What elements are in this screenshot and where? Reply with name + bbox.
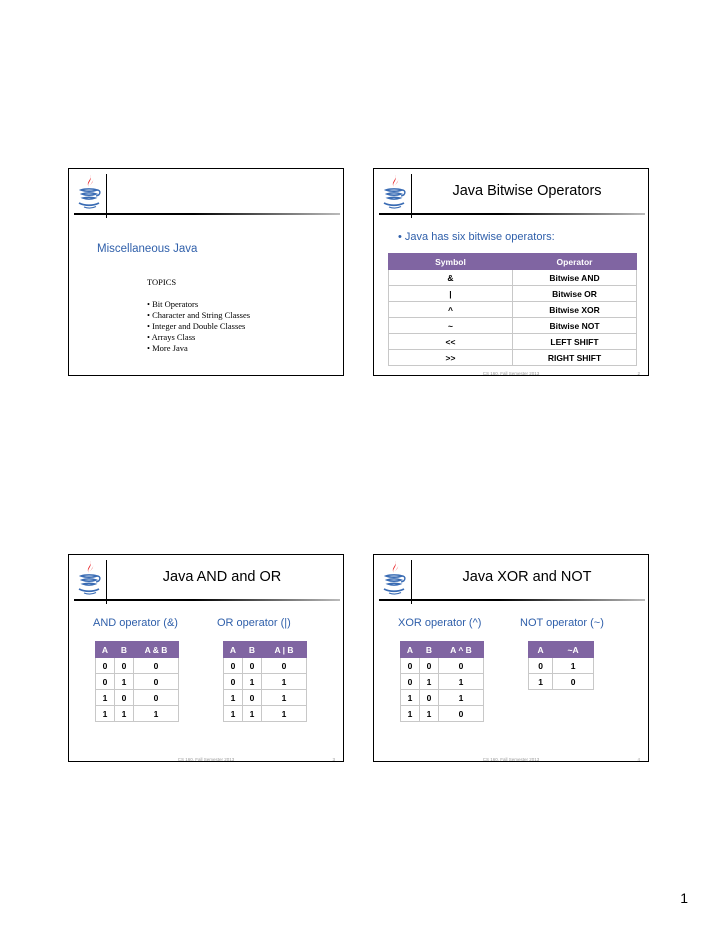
- cell: |: [389, 286, 513, 302]
- cell: 0: [420, 690, 439, 706]
- cell: 0: [262, 658, 307, 674]
- cell: 0: [115, 690, 134, 706]
- topic-item: • Character and String Classes: [147, 310, 251, 320]
- topic-item: • Bit Operators: [147, 299, 199, 309]
- table-row: [401, 706, 484, 722]
- xor-truth-table: [400, 641, 484, 722]
- table-row: [224, 674, 307, 690]
- or-truth-table: [223, 641, 307, 722]
- table-row: [389, 318, 637, 334]
- cell: 0: [134, 690, 179, 706]
- table-row: [224, 658, 307, 674]
- footer-text: CS 160, Fall Semester 2013: [177, 757, 235, 762]
- cell: Bitwise NOT: [513, 318, 637, 334]
- cell: 1: [262, 690, 307, 706]
- cell: 1: [115, 674, 134, 690]
- table-row: [529, 658, 594, 674]
- cell: 0: [96, 674, 115, 690]
- table-row: [96, 690, 179, 706]
- cell: 1: [243, 706, 262, 722]
- cell: Bitwise AND: [513, 270, 637, 286]
- cell: 0: [401, 658, 420, 674]
- cell: 1: [224, 690, 243, 706]
- cell: 0: [243, 658, 262, 674]
- cell: 1: [439, 690, 484, 706]
- cell: &: [389, 270, 513, 286]
- slide-title: Java Bitwise Operators: [452, 183, 602, 199]
- cell: 0: [439, 706, 484, 722]
- cell: 0: [243, 690, 262, 706]
- cell: 1: [553, 658, 594, 674]
- cell: 1: [134, 706, 179, 722]
- slide-1: [68, 168, 344, 376]
- divider-horizontal: [379, 599, 645, 601]
- table-row: [96, 706, 179, 722]
- or-label: OR operator (|): [217, 617, 291, 629]
- cell: 0: [401, 674, 420, 690]
- cell: LEFT SHIFT: [513, 334, 637, 350]
- slide-number: 4: [637, 757, 640, 762]
- slide-number: 3: [332, 757, 335, 762]
- cell: 0: [134, 674, 179, 690]
- operators-table: [388, 253, 637, 366]
- header-cell: A: [529, 642, 553, 658]
- java-logo-icon: [77, 559, 101, 597]
- divider-vertical: [106, 560, 107, 604]
- table-row: [389, 350, 637, 366]
- slide-number: 2: [637, 371, 640, 376]
- cell: 1: [439, 674, 484, 690]
- footer-text: CS 160, Fall Semester 2013: [482, 371, 540, 376]
- table-row: [389, 302, 637, 318]
- header-cell: Operator: [513, 254, 637, 270]
- and-label: AND operator (&): [93, 617, 178, 629]
- cell: 1: [262, 706, 307, 722]
- cell: 0: [553, 674, 594, 690]
- divider-horizontal: [74, 213, 340, 215]
- cell: 0: [96, 658, 115, 674]
- cell: <<: [389, 334, 513, 350]
- cell: ~: [389, 318, 513, 334]
- java-logo-icon: [382, 173, 406, 211]
- cell: 0: [115, 658, 134, 674]
- header-cell: B: [115, 642, 134, 658]
- java-logo-icon: [382, 559, 406, 597]
- cell: 1: [420, 674, 439, 690]
- table-row: [96, 658, 179, 674]
- header-cell: B: [420, 642, 439, 658]
- divider-vertical: [411, 174, 412, 218]
- java-logo-icon: [77, 173, 101, 211]
- header-cell: A & B: [134, 642, 179, 658]
- table-row: [529, 674, 594, 690]
- header-cell: A: [224, 642, 243, 658]
- cell: 1: [115, 706, 134, 722]
- footer-text: CS 160, Fall Semester 2013: [482, 757, 540, 762]
- cell: 1: [224, 706, 243, 722]
- table-row: [401, 690, 484, 706]
- cell: ^: [389, 302, 513, 318]
- table-row: [389, 334, 637, 350]
- cell: Bitwise OR: [513, 286, 637, 302]
- cell: 1: [96, 690, 115, 706]
- cell: 1: [96, 706, 115, 722]
- cell: 1: [401, 690, 420, 706]
- not-truth-table: [528, 641, 594, 690]
- topic-item: • Arrays Class: [147, 332, 196, 342]
- header-cell: A: [96, 642, 115, 658]
- bullet-text: • Java has six bitwise operators:: [398, 231, 555, 243]
- slide-heading: Miscellaneous Java: [97, 243, 198, 255]
- xor-label: XOR operator (^): [398, 617, 482, 629]
- slide-2: [373, 168, 649, 376]
- table-row: [389, 286, 637, 302]
- table-row: [401, 674, 484, 690]
- not-label: NOT operator (~): [520, 617, 604, 629]
- topic-item: • More Java: [147, 343, 188, 353]
- cell: 0: [439, 658, 484, 674]
- table-row: [224, 706, 307, 722]
- cell: 1: [420, 706, 439, 722]
- cell: >>: [389, 350, 513, 366]
- and-truth-table: [95, 641, 179, 722]
- cell: Bitwise XOR: [513, 302, 637, 318]
- cell: 1: [401, 706, 420, 722]
- divider-horizontal: [379, 213, 645, 215]
- table-row: [401, 658, 484, 674]
- cell: 0: [529, 658, 553, 674]
- divider-vertical: [411, 560, 412, 604]
- header-cell: B: [243, 642, 262, 658]
- cell: 1: [262, 674, 307, 690]
- header-cell: ~A: [553, 642, 594, 658]
- topics-list: [147, 277, 250, 354]
- table-row: [96, 674, 179, 690]
- cell: 0: [134, 658, 179, 674]
- topic-item: • Integer and Double Classes: [147, 321, 246, 331]
- header-cell: Symbol: [389, 254, 513, 270]
- cell: 1: [529, 674, 553, 690]
- divider-horizontal: [74, 599, 340, 601]
- header-cell: A ^ B: [439, 642, 484, 658]
- slide-4: [373, 554, 649, 762]
- header-cell: A: [401, 642, 420, 658]
- header-cell: A | B: [262, 642, 307, 658]
- topics-label: TOPICS: [147, 277, 177, 287]
- slide-title: Java AND and OR: [162, 569, 282, 585]
- cell: RIGHT SHIFT: [513, 350, 637, 366]
- slide-title: Java XOR and NOT: [462, 569, 592, 585]
- cell: 0: [224, 674, 243, 690]
- table-row: [389, 270, 637, 286]
- cell: 1: [243, 674, 262, 690]
- divider-vertical: [106, 174, 107, 218]
- table-row: [224, 690, 307, 706]
- slide-3: [68, 554, 344, 762]
- cell: 0: [420, 658, 439, 674]
- cell: 0: [224, 658, 243, 674]
- page-number: 1: [680, 890, 688, 906]
